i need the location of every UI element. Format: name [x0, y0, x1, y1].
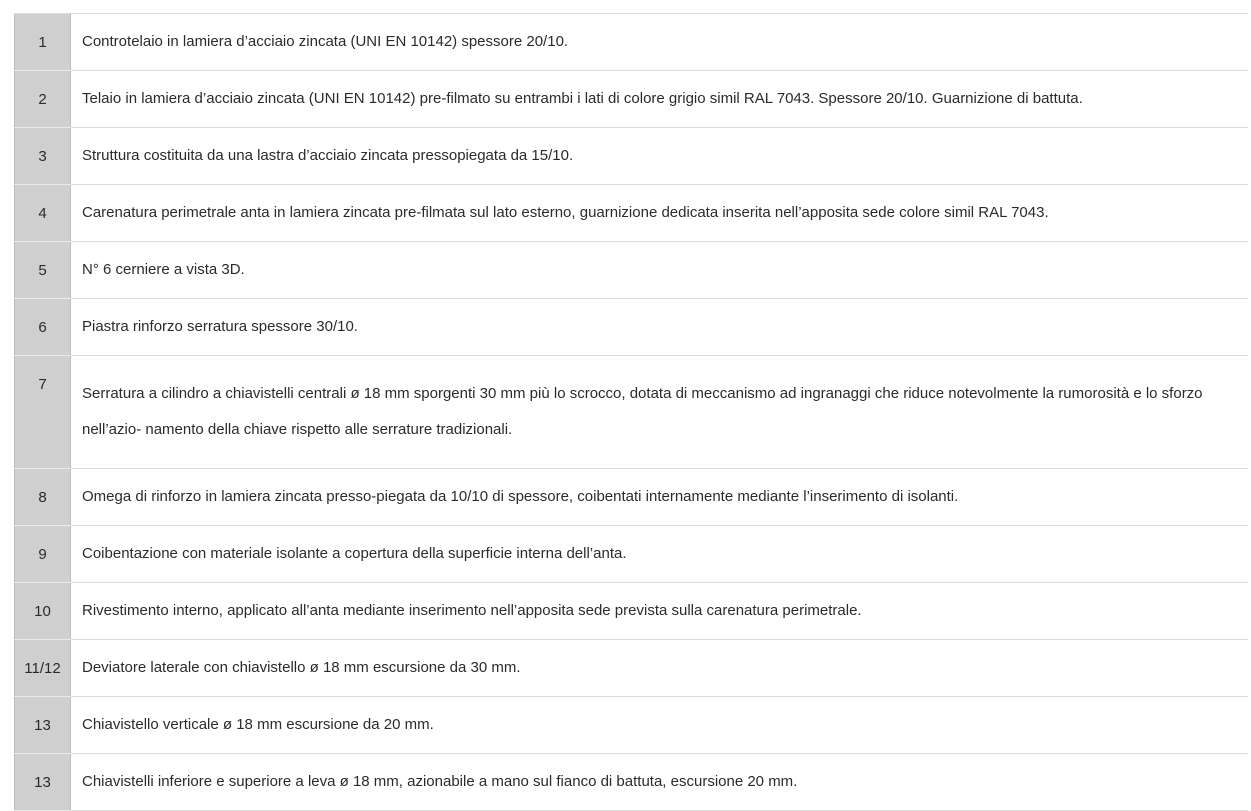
row-description: Deviatore laterale con chiavistello ø 18 mm escursione da 30 mm. — [71, 640, 1249, 697]
row-number: 13 — [15, 754, 71, 811]
row-description: Omega di rinforzo in lamiera zincata presso-piegata da 10/10 di spessore, coibentati internamente mediante l’inserimento di isolanti. — [71, 469, 1249, 526]
row-number: 6 — [15, 299, 71, 356]
row-number: 7 — [15, 356, 71, 469]
table-row — [15, 356, 1249, 469]
row-number: 13 — [15, 697, 71, 754]
table-row — [15, 697, 1249, 754]
row-description: Piastra rinforzo serratura spessore 30/10. — [71, 299, 1249, 356]
row-description: Carenatura perimetrale anta in lamiera zincata pre-filmata sul lato esterno, guarnizione dedicata inserita nell’apposita sede colore simil RAL 7043. — [71, 185, 1249, 242]
spec-table-body — [15, 14, 1249, 811]
spec-table — [14, 13, 1248, 811]
row-number: 1 — [15, 14, 71, 71]
row-description: Chiavistelli inferiore e superiore a leva ø 18 mm, azionabile a mano sul fianco di battuta, escursione 20 mm. — [71, 754, 1249, 811]
row-description: Controtelaio in lamiera d’acciaio zincata (UNI EN 10142) spessore 20/10. — [71, 14, 1249, 71]
table-row — [15, 526, 1249, 583]
table-row — [15, 185, 1249, 242]
table-row — [15, 14, 1249, 71]
table-row — [15, 299, 1249, 356]
row-description: Coibentazione con materiale isolante a copertura della superficie interna dell’anta. — [71, 526, 1249, 583]
row-description: Chiavistello verticale ø 18 mm escursione da 20 mm. — [71, 697, 1249, 754]
table-row — [15, 754, 1249, 811]
row-number: 10 — [15, 583, 71, 640]
table-row — [15, 71, 1249, 128]
table-row — [15, 583, 1249, 640]
row-number: 11/12 — [15, 640, 71, 697]
row-number: 5 — [15, 242, 71, 299]
table-row — [15, 128, 1249, 185]
table-row — [15, 469, 1249, 526]
row-description: Rivestimento interno, applicato all’anta mediante inserimento nell’apposita sede prevista sulla carenatura perimetrale. — [71, 583, 1249, 640]
row-description: Serratura a cilindro a chiavistelli centrali ø 18 mm sporgenti 30 mm più lo scrocco, dotata di meccanismo ad ingranaggi che riduce notevolmente la rumorosità e lo sforzo nell’azio- namento della chiave rispetto alle serrature tradizionali. — [71, 356, 1249, 469]
row-number: 8 — [15, 469, 71, 526]
row-number: 9 — [15, 526, 71, 583]
row-number: 2 — [15, 71, 71, 128]
table-row — [15, 242, 1249, 299]
row-number: 4 — [15, 185, 71, 242]
row-description: N° 6 cerniere a vista 3D. — [71, 242, 1249, 299]
row-description: Struttura costituita da una lastra d’acciaio zincata pressopiegata da 15/10. — [71, 128, 1249, 185]
table-row — [15, 640, 1249, 697]
row-description: Telaio in lamiera d’acciaio zincata (UNI EN 10142) pre-filmato su entrambi i lati di colore grigio simil RAL 7043. Spessore 20/10. Guarnizione di battuta. — [71, 71, 1249, 128]
row-number: 3 — [15, 128, 71, 185]
